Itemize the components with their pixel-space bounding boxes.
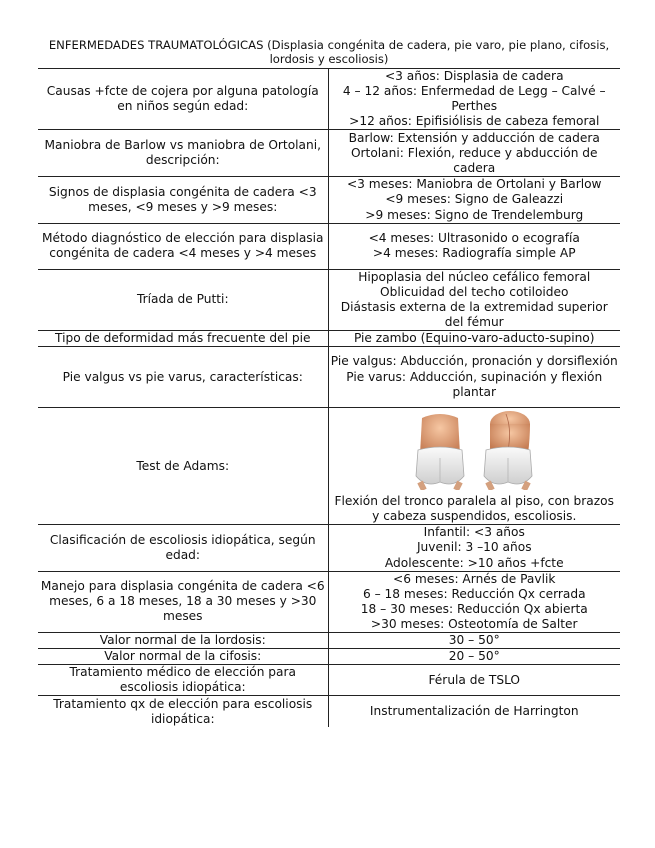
question-cell: Tratamiento médico de elección para escoliosis idiopática:: [38, 665, 328, 696]
question-cell: Valor normal de la lordosis:: [38, 632, 328, 648]
answer-line: Ortolani: Flexión, reduce y abducción de cadera: [350, 145, 598, 175]
table-row: [38, 177, 620, 223]
table-row: [38, 632, 620, 648]
adams-test-illustration: [331, 408, 619, 494]
answer-line: <9 meses: Signo de Galeazzi: [385, 192, 564, 207]
summary-table: [38, 68, 620, 727]
answer-cell: [328, 408, 620, 525]
document-sheet: [38, 38, 620, 727]
answer-line: Barlow: Extensión y adducción de cadera: [348, 130, 600, 145]
answer-line: Pie varus: Adducción, supinación y flexión plantar: [346, 369, 603, 399]
answer-cell: [328, 177, 620, 223]
table-row: [38, 571, 620, 632]
table-row: [38, 649, 620, 665]
answer-line: >4 meses: Radiografía simple AP: [372, 246, 576, 261]
answer-line: Adolescente: >10 años +fcte: [384, 555, 564, 570]
answer-cell: Férula de TSLO: [428, 672, 521, 687]
table-row: [38, 696, 620, 727]
table-row: [38, 665, 620, 696]
question-cell: Causas +fcte de cojera por alguna patología en niños según edad:: [38, 69, 328, 130]
answer-line: Hipoplasia del núcleo cefálico femoral: [358, 269, 591, 284]
answer-cell: [328, 69, 620, 130]
answer-cell: [328, 269, 620, 330]
answer-cell: 30 – 50°: [448, 632, 500, 647]
answer-cell: [328, 525, 620, 571]
table-row: [38, 130, 620, 177]
question-cell: Tipo de deformidad más frecuente del pie: [38, 331, 328, 347]
question-cell: Maniobra de Barlow vs maniobra de Ortolani, descripción:: [38, 130, 328, 177]
adams-figure-back-bent: [482, 410, 534, 490]
question-cell: Test de Adams:: [38, 408, 328, 525]
question-cell: Valor normal de la cifosis:: [38, 649, 328, 665]
document-title: ENFERMEDADES TRAUMATOLÓGICAS (Displasia congénita de cadera, pie varo, pie plano, cifosis, lordosis y escoliosis): [48, 38, 610, 66]
answer-cell: [328, 223, 620, 269]
answer-cell: [328, 130, 620, 177]
table-row: [38, 408, 620, 525]
answer-line: >12 años: Epifisiólisis de cabeza femoral: [349, 114, 600, 129]
answer-line: Diástasis externa de la extremidad superior del fémur: [340, 299, 608, 329]
answer-line: 18 – 30 meses: Reducción Qx abierta: [360, 601, 588, 616]
answer-line: <3 meses: Maniobra de Ortolani y Barlow: [346, 177, 602, 192]
answer-cell: Instrumentalización de Harrington: [369, 704, 579, 719]
answer-line: >30 meses: Osteotomía de Salter: [370, 616, 578, 631]
question-cell: Método diagnóstico de elección para displasia congénita de cadera <4 meses y >4 meses: [38, 223, 328, 269]
answer-line: 6 – 18 meses: Reducción Qx cerrada: [362, 586, 586, 601]
answer-line: Juvenil: 3 –10 años: [416, 540, 532, 555]
answer-cell: [328, 347, 620, 408]
table-row: [38, 69, 620, 130]
table-row: [38, 347, 620, 408]
answer-line: <4 meses: Ultrasonido o ecografía: [368, 231, 580, 246]
answer-cell: [328, 571, 620, 632]
table-row: [38, 525, 620, 571]
question-cell: Pie valgus vs pie varus, características:: [38, 347, 328, 408]
answer-line: <6 meses: Arnés de Pavlik: [393, 571, 556, 586]
answer-line: 4 – 12 años: Enfermedad de Legg – Calvé –Perthes: [342, 84, 606, 114]
question-cell: Signos de displasia congénita de cadera <3 meses, <9 meses y >9 meses:: [38, 177, 328, 223]
adams-figure-back-straight: [414, 410, 466, 490]
answer-line: Flexión del tronco paralela al piso, con brazos y cabeza suspendidos, escoliosis.: [334, 494, 614, 524]
answer-line: Oblicuidad del techo cotiloideo: [380, 284, 569, 299]
question-cell: Tríada de Putti:: [38, 269, 328, 330]
question-cell: Manejo para displasia congénita de cadera <6 meses, 6 a 18 meses, 18 a 30 meses y >30 meses: [38, 571, 328, 632]
table-row: [38, 269, 620, 330]
table-row: [38, 331, 620, 347]
question-cell: Tratamiento qx de elección para escoliosis idiopática:: [38, 696, 328, 727]
table-row: [38, 223, 620, 269]
answer-line: <3 años: Displasia de cadera: [384, 69, 564, 83]
answer-line: >9 meses: Signo de Trendelemburg: [365, 207, 584, 222]
answer-cell: Pie zambo (Equino-varo-aducto-supino): [353, 331, 595, 346]
answer-line: Pie valgus: Abducción, pronación y dorsiflexión: [330, 354, 618, 369]
answer-cell: 20 – 50°: [448, 649, 500, 664]
question-cell: Clasificación de escoliosis idiopática, según edad:: [38, 525, 328, 571]
answer-line: Infantil: <3 años: [423, 525, 525, 540]
